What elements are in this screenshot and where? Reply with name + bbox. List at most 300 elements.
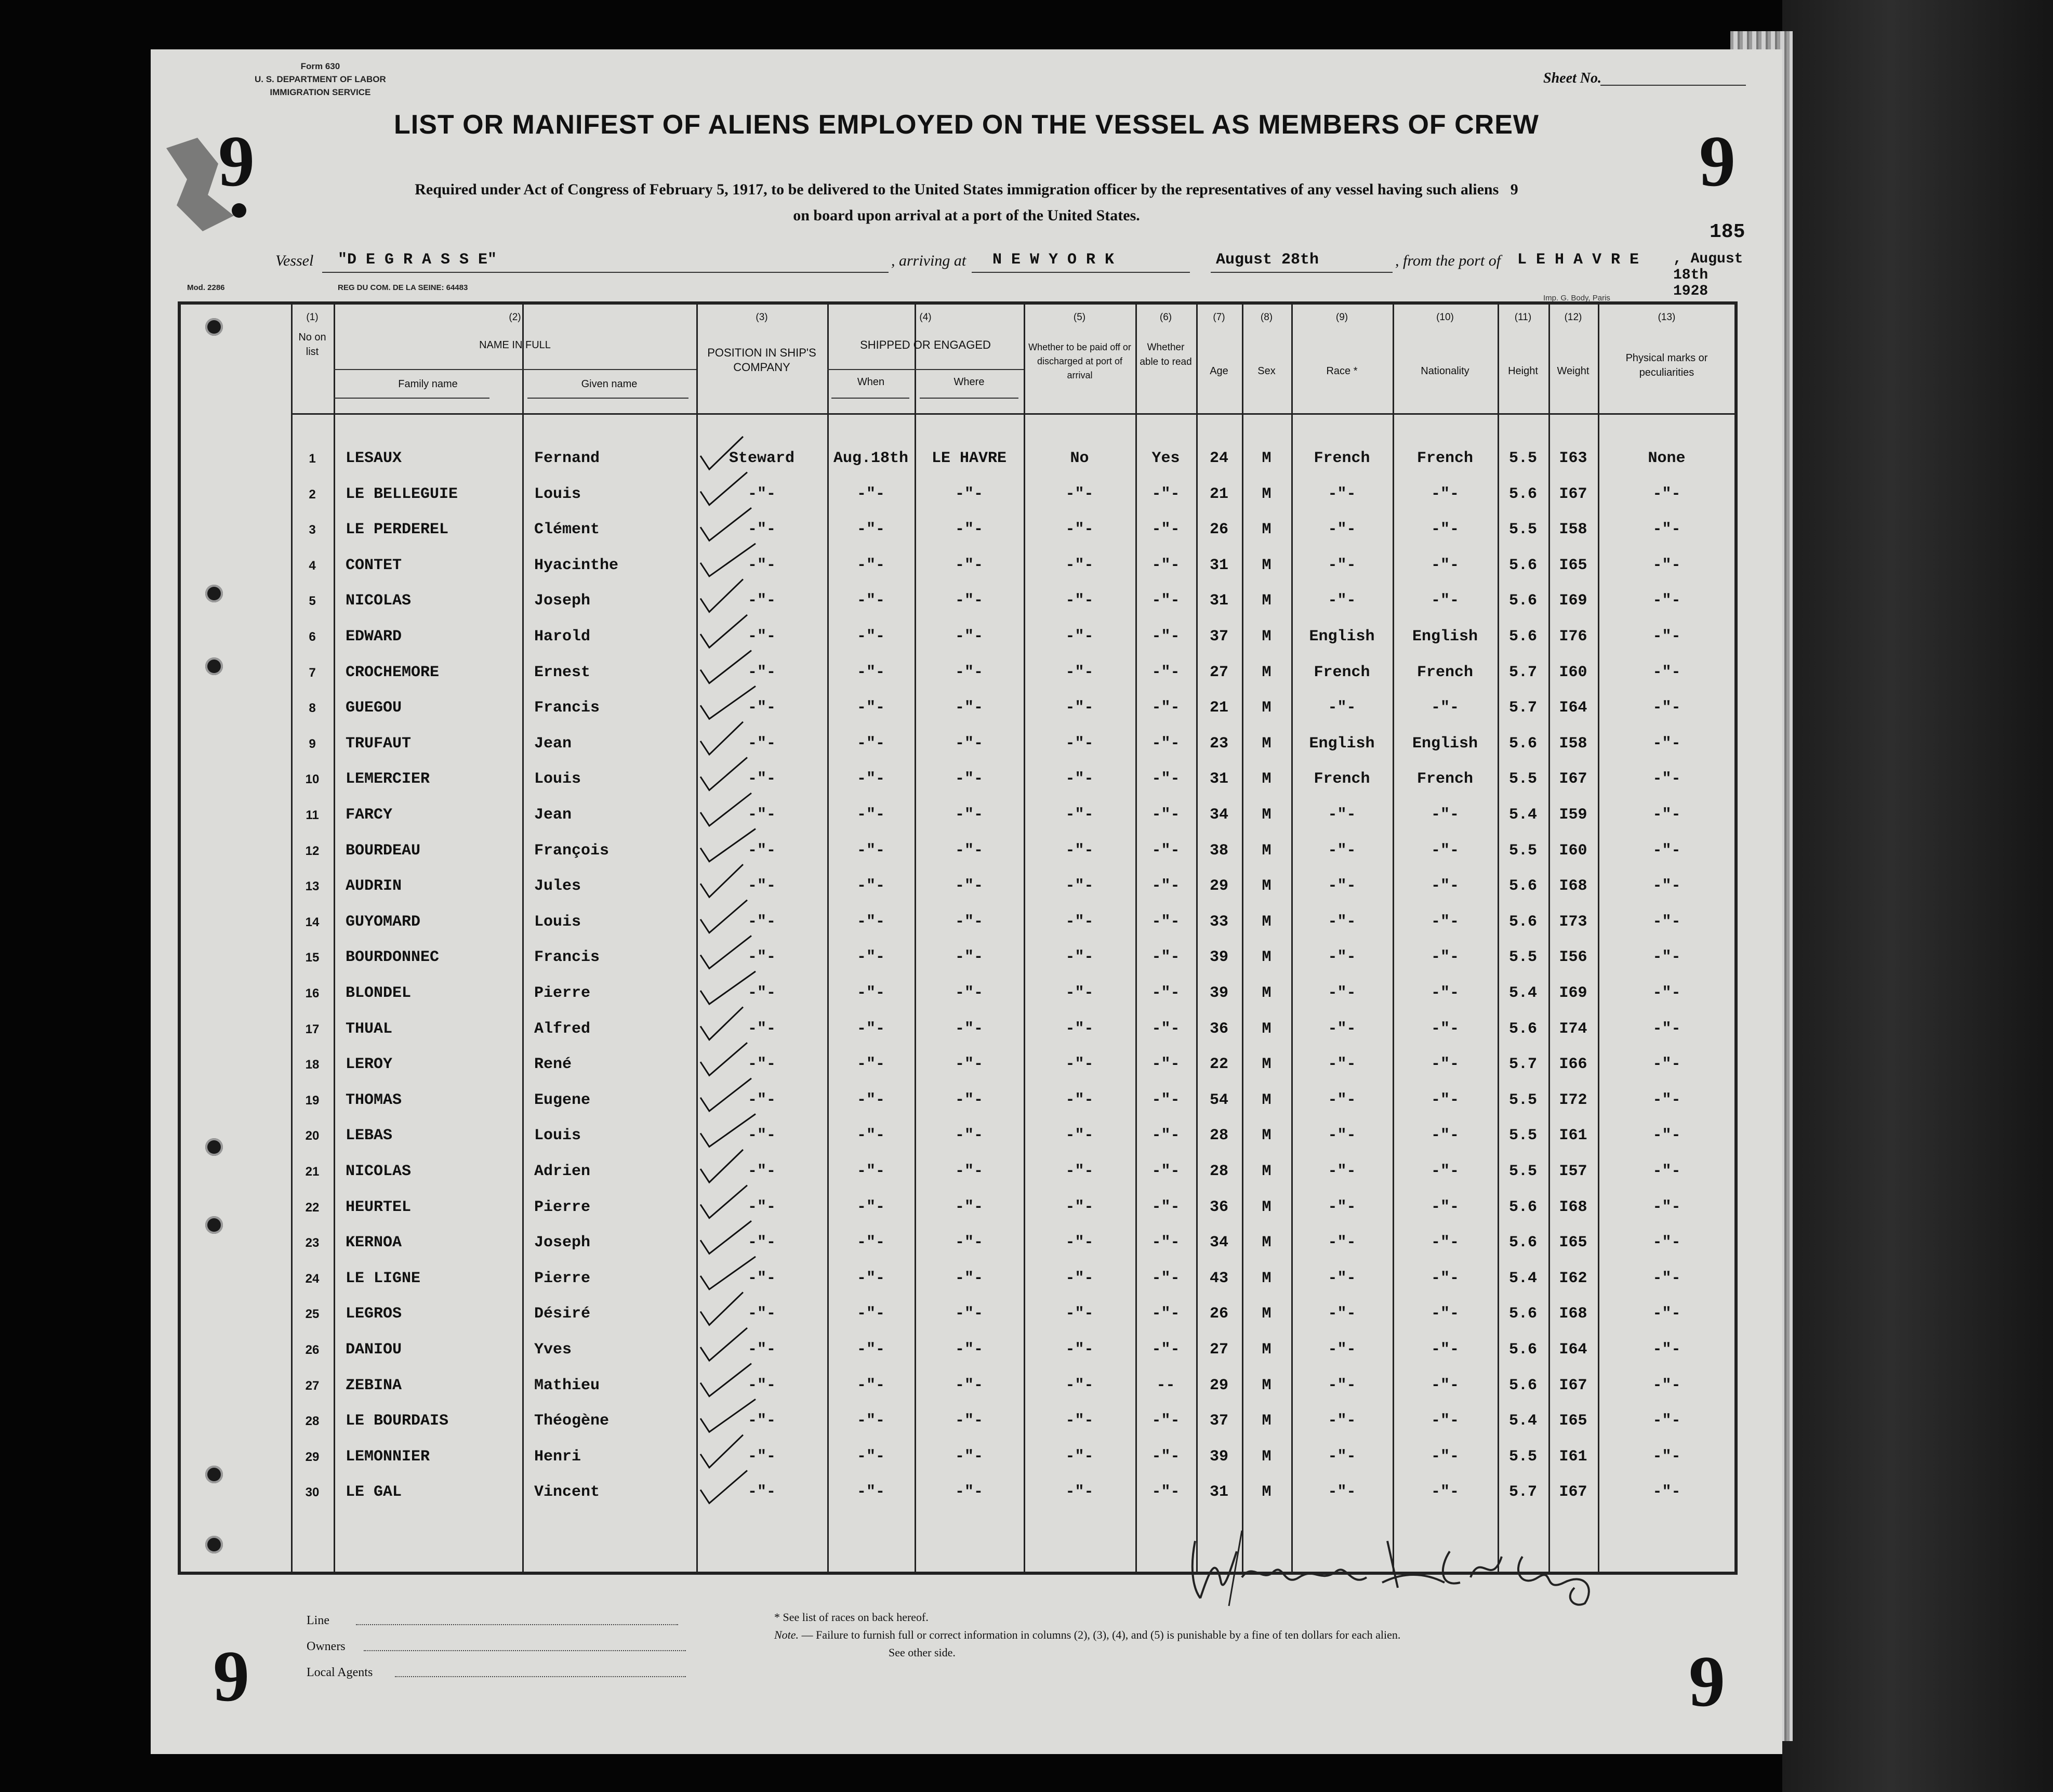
cell-given: Francis [534, 699, 600, 717]
cell-age: 39 [1209, 948, 1228, 967]
cell-when: -"- [856, 592, 885, 610]
cell-age: 26 [1209, 1305, 1228, 1323]
cell-sex: M [1262, 450, 1271, 467]
cell-age: 22 [1209, 1056, 1228, 1074]
cell-given: Désiré [534, 1305, 591, 1323]
cell-read: -"- [1151, 1341, 1180, 1359]
cell-sex: M [1262, 806, 1271, 824]
cell-family: THUAL [346, 1020, 393, 1038]
cell-nationality: French [1416, 450, 1474, 467]
col9-number: (9) [1335, 312, 1348, 323]
cell-when: -"- [856, 1305, 885, 1323]
local-agents-field[interactable] [395, 1676, 686, 1677]
cell-height: 5.6 [1508, 734, 1537, 753]
service-name: IMMIGRATION SERVICE [270, 87, 371, 97]
cell-race: -"- [1328, 841, 1356, 860]
col10-header: Nationality [1421, 365, 1469, 377]
registry-number: REG DU COM. DE LA SEINE: 64483 [338, 283, 468, 292]
cell-weight: I58 [1559, 521, 1587, 539]
cell-weight: I61 [1559, 1447, 1587, 1466]
cell-nationality: -"- [1431, 1447, 1459, 1466]
row-number: 4 [309, 558, 316, 573]
cell-nationality: -"- [1431, 1483, 1459, 1501]
cell-race: -"- [1328, 485, 1356, 503]
cell-paid-off: -"- [1065, 485, 1094, 503]
cell-marks: -"- [1652, 1483, 1681, 1501]
cell-nationality: -"- [1431, 1020, 1459, 1038]
checkmark [700, 1007, 743, 1040]
cell-paid-off: -"- [1065, 841, 1094, 860]
cell-age: 31 [1209, 556, 1228, 574]
cell-height: 5.5 [1508, 521, 1537, 539]
checkmarks-overlay [151, 49, 1782, 1754]
cell-where: -"- [955, 877, 983, 895]
cell-where: -"- [955, 1341, 983, 1359]
cell-family: LEROY [346, 1056, 393, 1074]
cell-paid-off: -"- [1065, 948, 1094, 967]
cell-read: -"- [1151, 1483, 1180, 1501]
cell-given: Clément [534, 521, 600, 539]
cell-sex: M [1262, 521, 1271, 539]
row-number: 14 [305, 915, 320, 929]
cell-marks: -"- [1652, 699, 1681, 717]
row-number: 7 [309, 665, 316, 680]
row-number: 21 [305, 1165, 320, 1179]
cell-read: -"- [1151, 841, 1180, 860]
cell-weight: I73 [1559, 913, 1587, 931]
row-number: 18 [305, 1058, 320, 1072]
cell-where: -"- [955, 1447, 983, 1466]
cell-weight: I62 [1559, 1269, 1587, 1287]
line-field[interactable] [356, 1624, 678, 1625]
subtitle-line-2: on board upon arrival at a port of the United States. [793, 207, 1140, 224]
cell-given: Joseph [534, 592, 591, 610]
checkmark [700, 793, 751, 826]
cell-sex: M [1262, 1234, 1271, 1252]
cell-marks: -"- [1652, 948, 1681, 967]
cell-height: 5.7 [1508, 699, 1537, 717]
checkmark [700, 900, 747, 933]
cell-nationality: -"- [1431, 1269, 1459, 1287]
col4b-header: Where [953, 376, 985, 388]
cell-weight: I58 [1559, 734, 1587, 753]
col11-number: (11) [1514, 312, 1532, 323]
cell-nationality: -"- [1431, 1127, 1459, 1145]
cell-height: 5.4 [1508, 1412, 1537, 1430]
cell-paid-off: -"- [1065, 1341, 1094, 1359]
cell-marks: -"- [1652, 556, 1681, 574]
col3-header: POSITION IN SHIP'S COMPANY [707, 346, 816, 374]
cell-read: -"- [1151, 1127, 1180, 1145]
col13-header: Physical marks or peculiarities [1625, 352, 1708, 378]
cell-when: -"- [856, 663, 885, 681]
cell-family: THOMAS [346, 1091, 402, 1109]
cell-when: -"- [856, 1234, 885, 1252]
col8-header: Sex [1257, 365, 1276, 377]
checkmark [700, 1221, 751, 1254]
cell-position: -"- [747, 1447, 776, 1466]
cell-where: -"- [955, 521, 983, 539]
cell-paid-off: No [1070, 450, 1089, 467]
row-number: 9 [309, 736, 316, 751]
col1-header: No on list [298, 332, 326, 358]
cell-paid-off: -"- [1065, 1269, 1094, 1287]
cell-paid-off: -"- [1065, 1091, 1094, 1109]
cell-marks: -"- [1652, 1447, 1681, 1466]
cell-sex: M [1262, 841, 1271, 860]
cell-family: KERNOA [346, 1234, 402, 1252]
cell-when: -"- [856, 1127, 885, 1145]
cell-when: -"- [856, 1091, 885, 1109]
checkmark [700, 651, 751, 683]
cell-nationality: -"- [1431, 1198, 1459, 1216]
cell-family: BOURDEAU [346, 841, 421, 860]
row-number: 10 [305, 772, 320, 787]
cell-position: -"- [747, 663, 776, 681]
cell-weight: I60 [1559, 663, 1587, 681]
checkmark [700, 1435, 743, 1468]
cell-position: -"- [747, 841, 776, 860]
col6-header: Whether able to read [1140, 342, 1192, 367]
cell-marks: -"- [1652, 841, 1681, 860]
cell-nationality: -"- [1431, 984, 1459, 1002]
row-number: 29 [305, 1450, 320, 1464]
cell-marks: -"- [1652, 1127, 1681, 1145]
cell-when: -"- [856, 485, 885, 503]
col6-number: (6) [1159, 312, 1172, 323]
cell-race: French [1314, 450, 1370, 467]
cell-age: 24 [1209, 450, 1228, 467]
cell-nationality: -"- [1431, 1341, 1459, 1359]
row-number: 23 [305, 1236, 320, 1250]
cell-when: -"- [856, 913, 885, 931]
cell-height: 5.6 [1508, 592, 1537, 610]
cell-race: -"- [1328, 984, 1356, 1002]
cell-race: -"- [1328, 699, 1356, 717]
cell-race: English [1309, 734, 1375, 753]
manifest-page [151, 49, 1782, 1754]
cell-nationality: -"- [1431, 1412, 1459, 1430]
cell-weight: I61 [1559, 1127, 1587, 1145]
cell-marks: -"- [1652, 1341, 1681, 1359]
cell-family: HEURTEL [346, 1198, 412, 1216]
cell-race: -"- [1328, 1483, 1356, 1501]
cell-read: -"- [1151, 1234, 1180, 1252]
cell-marks: -"- [1652, 521, 1681, 539]
cell-where: -"- [955, 699, 983, 717]
cell-sex: M [1262, 556, 1271, 574]
cell-position: -"- [747, 628, 776, 645]
cell-paid-off: -"- [1065, 984, 1094, 1002]
row-number: 22 [305, 1200, 320, 1215]
cell-height: 5.4 [1508, 1269, 1537, 1287]
owners-field[interactable] [364, 1650, 686, 1651]
cell-family: CONTET [346, 556, 402, 574]
cell-family: NICOLAS [346, 592, 412, 610]
cell-race: -"- [1328, 1447, 1356, 1466]
cell-position: -"- [747, 806, 776, 824]
cell-marks: -"- [1652, 1198, 1681, 1216]
cell-given: Ernest [534, 663, 591, 681]
cell-nationality: -"- [1431, 521, 1459, 539]
cell-race: -"- [1328, 521, 1356, 539]
cell-where: -"- [955, 806, 983, 824]
col13-number: (13) [1658, 312, 1676, 323]
cell-nationality: English [1412, 628, 1478, 645]
cell-paid-off: -"- [1065, 1234, 1094, 1252]
cell-read: -"- [1151, 948, 1180, 967]
row-number: 17 [305, 1022, 320, 1036]
row-number: 27 [305, 1378, 320, 1393]
cell-when: -"- [856, 1447, 885, 1466]
cell-sex: M [1262, 1091, 1271, 1109]
cell-family: GUEGOU [346, 699, 402, 717]
cell-given: Jules [534, 877, 581, 895]
cell-nationality: French [1416, 770, 1474, 788]
owners-label: Owners [307, 1640, 346, 1653]
cell-given: Alfred [534, 1020, 591, 1038]
cell-family: CROCHEMORE [346, 663, 440, 681]
cell-position: -"- [747, 592, 776, 610]
cell-where: -"- [955, 1056, 983, 1074]
cell-race: -"- [1328, 1269, 1356, 1287]
cell-weight: I65 [1559, 1412, 1587, 1430]
cell-family: AUDRIN [346, 877, 402, 895]
cell-where: -"- [955, 628, 983, 645]
cell-given: Eugene [534, 1091, 591, 1109]
cell-weight: I67 [1559, 770, 1587, 788]
from-port: L E H A V R E [1517, 251, 1639, 269]
cell-height: 5.6 [1508, 1305, 1537, 1323]
cell-age: 34 [1209, 1234, 1228, 1252]
cell-when: -"- [856, 841, 885, 860]
cell-age: 43 [1209, 1269, 1228, 1287]
stamp-number: 185 [1710, 221, 1745, 243]
punch-hole [205, 1216, 223, 1234]
cell-sex: M [1262, 1056, 1271, 1074]
cell-paid-off: -"- [1065, 1020, 1094, 1038]
cell-when: -"- [856, 1483, 885, 1501]
cell-weight: I69 [1559, 592, 1587, 610]
page-number-bottom-right: 9 [1689, 1641, 1725, 1722]
cell-marks: -"- [1652, 1163, 1681, 1180]
cell-position: -"- [747, 1376, 776, 1394]
cell-where: -"- [955, 1376, 983, 1394]
cell-where: -"- [955, 1412, 983, 1430]
cell-paid-off: -"- [1065, 699, 1094, 717]
vessel-name: "D E G R A S S E" [338, 251, 497, 269]
cell-where: -"- [955, 734, 983, 753]
cell-given: Mathieu [534, 1376, 600, 1394]
cell-given: Francis [534, 948, 600, 967]
cell-nationality: -"- [1431, 1376, 1459, 1394]
cell-nationality: -"- [1431, 1056, 1459, 1074]
footer-notes [774, 1609, 1400, 1662]
cell-family: LE BELLEGUIE [346, 485, 458, 503]
cell-race: -"- [1328, 1305, 1356, 1323]
row-number: 2 [309, 487, 316, 502]
checkmark [700, 1364, 751, 1396]
officer-signature [1180, 1520, 1647, 1609]
row-number: 24 [305, 1271, 320, 1286]
cell-sex: M [1262, 770, 1271, 788]
cell-weight: I56 [1559, 948, 1587, 967]
cell-when: -"- [856, 984, 885, 1002]
cell-paid-off: -"- [1065, 806, 1094, 824]
cell-marks: -"- [1652, 1091, 1681, 1109]
cell-age: 23 [1209, 734, 1228, 753]
checkmark [700, 971, 756, 1004]
cell-race: -"- [1328, 1163, 1356, 1180]
cell-height: 5.6 [1508, 1198, 1537, 1216]
checkmark [700, 864, 743, 897]
cell-nationality: French [1416, 663, 1474, 681]
cell-read: -"- [1151, 1198, 1180, 1216]
cell-nationality: -"- [1431, 806, 1459, 824]
cell-height: 5.5 [1508, 1447, 1537, 1466]
col1-number: (1) [306, 312, 319, 323]
cell-sex: M [1262, 1483, 1271, 1501]
cell-sex: M [1262, 948, 1271, 967]
cell-age: 37 [1209, 1412, 1228, 1430]
col2b-header: Given name [581, 378, 638, 390]
cell-position: -"- [747, 556, 776, 574]
cell-where: -"- [955, 1305, 983, 1323]
cell-height: 5.4 [1508, 806, 1537, 824]
cell-nationality: -"- [1431, 948, 1459, 967]
cell-when: -"- [856, 770, 885, 788]
cell-paid-off: -"- [1065, 877, 1094, 895]
cell-when: -"- [856, 1020, 885, 1038]
cell-given: Adrien [534, 1163, 591, 1180]
background-edge [1782, 0, 2053, 1792]
cell-given: François [534, 841, 610, 860]
cell-position: -"- [747, 1056, 776, 1074]
cell-position: -"- [747, 485, 776, 503]
cell-given: Pierre [534, 1198, 591, 1216]
cell-given: Jean [534, 734, 572, 753]
punch-hole [205, 1138, 223, 1156]
cell-marks: -"- [1652, 1269, 1681, 1287]
cell-sex: M [1262, 1412, 1271, 1430]
cell-height: 5.4 [1508, 984, 1537, 1002]
cell-position: -"- [747, 1305, 776, 1323]
cell-when: -"- [856, 734, 885, 753]
cell-race: -"- [1328, 1091, 1356, 1109]
cell-marks: -"- [1652, 1305, 1681, 1323]
cell-marks: -"- [1652, 1020, 1681, 1038]
cell-family: LE LIGNE [346, 1269, 421, 1287]
col12-header: Weight [1557, 365, 1590, 377]
cell-when: -"- [856, 1412, 885, 1430]
cell-weight: I65 [1559, 556, 1587, 574]
cell-race: -"- [1328, 913, 1356, 931]
cell-height: 5.6 [1508, 1020, 1537, 1038]
cell-weight: I76 [1559, 628, 1587, 645]
cell-read: -"- [1151, 984, 1180, 1002]
cell-given: René [534, 1056, 572, 1074]
cell-given: Vincent [534, 1483, 600, 1501]
cell-position: -"- [747, 1020, 776, 1038]
checkmark [700, 544, 756, 576]
cell-position: -"- [747, 734, 776, 753]
checkmark [700, 829, 756, 862]
cell-height: 5.6 [1508, 556, 1537, 574]
cell-weight: I64 [1559, 699, 1587, 717]
cell-age: 26 [1209, 521, 1228, 539]
cell-family: BOURDONNEC [346, 948, 440, 967]
cell-where: -"- [955, 913, 983, 931]
cell-given: Louis [534, 770, 581, 788]
cell-race: -"- [1328, 592, 1356, 610]
cell-weight: I63 [1559, 450, 1587, 467]
cell-where: LE HAVRE [931, 450, 1007, 467]
cell-sex: M [1262, 734, 1271, 753]
cell-sex: M [1262, 984, 1271, 1002]
cell-weight: I72 [1559, 1091, 1587, 1109]
checkmark [700, 508, 751, 541]
cell-age: 38 [1209, 841, 1228, 860]
cell-given: Henri [534, 1447, 581, 1466]
col5-header: Whether to be paid off or discharged at port of arrival [1028, 342, 1131, 380]
cell-family: ZEBINA [346, 1376, 402, 1394]
cell-position: -"- [747, 1341, 776, 1359]
cell-height: 5.5 [1508, 770, 1537, 788]
cell-family: LEMERCIER [346, 770, 430, 788]
cell-paid-off: -"- [1065, 734, 1094, 753]
cell-height: 5.5 [1508, 948, 1537, 967]
cell-paid-off: -"- [1065, 1483, 1094, 1501]
cell-marks: -"- [1652, 1412, 1681, 1430]
cell-sex: M [1262, 1341, 1271, 1359]
cell-given: Louis [534, 1127, 581, 1145]
cell-position: -"- [747, 1412, 776, 1430]
cell-age: 39 [1209, 1447, 1228, 1466]
torn-corner-damage [156, 133, 265, 236]
cell-age: 31 [1209, 592, 1228, 610]
cell-marks: -"- [1652, 592, 1681, 610]
cell-given: Hyacinthe [534, 556, 619, 574]
cell-where: -"- [955, 1127, 983, 1145]
col3-number: (3) [756, 312, 768, 323]
cell-read: -"- [1151, 699, 1180, 717]
row-number: 20 [305, 1129, 320, 1143]
cell-read: -"- [1151, 1091, 1180, 1109]
col12-number: (12) [1564, 312, 1582, 323]
cell-weight: I65 [1559, 1234, 1587, 1252]
cell-nationality: -"- [1431, 556, 1459, 574]
cell-given: Louis [534, 913, 581, 931]
cell-age: 21 [1209, 699, 1228, 717]
cell-when: -"- [856, 1376, 885, 1394]
cell-nationality: -"- [1431, 841, 1459, 860]
cell-height: 5.6 [1508, 485, 1537, 503]
cell-age: 28 [1209, 1127, 1228, 1145]
cell-sex: M [1262, 699, 1271, 717]
cell-height: 5.5 [1508, 1091, 1537, 1109]
cell-read: -"- [1151, 1412, 1180, 1430]
cell-age: 37 [1209, 628, 1228, 645]
cell-age: 31 [1209, 770, 1228, 788]
checkmark [700, 1470, 747, 1503]
cell-where: -"- [955, 485, 983, 503]
cell-read: -"- [1151, 1269, 1180, 1287]
cell-position: -"- [747, 1091, 776, 1109]
cell-read: -"- [1151, 663, 1180, 681]
cell-sex: M [1262, 877, 1271, 895]
col7-number: (7) [1213, 312, 1225, 323]
cell-when: -"- [856, 1341, 885, 1359]
